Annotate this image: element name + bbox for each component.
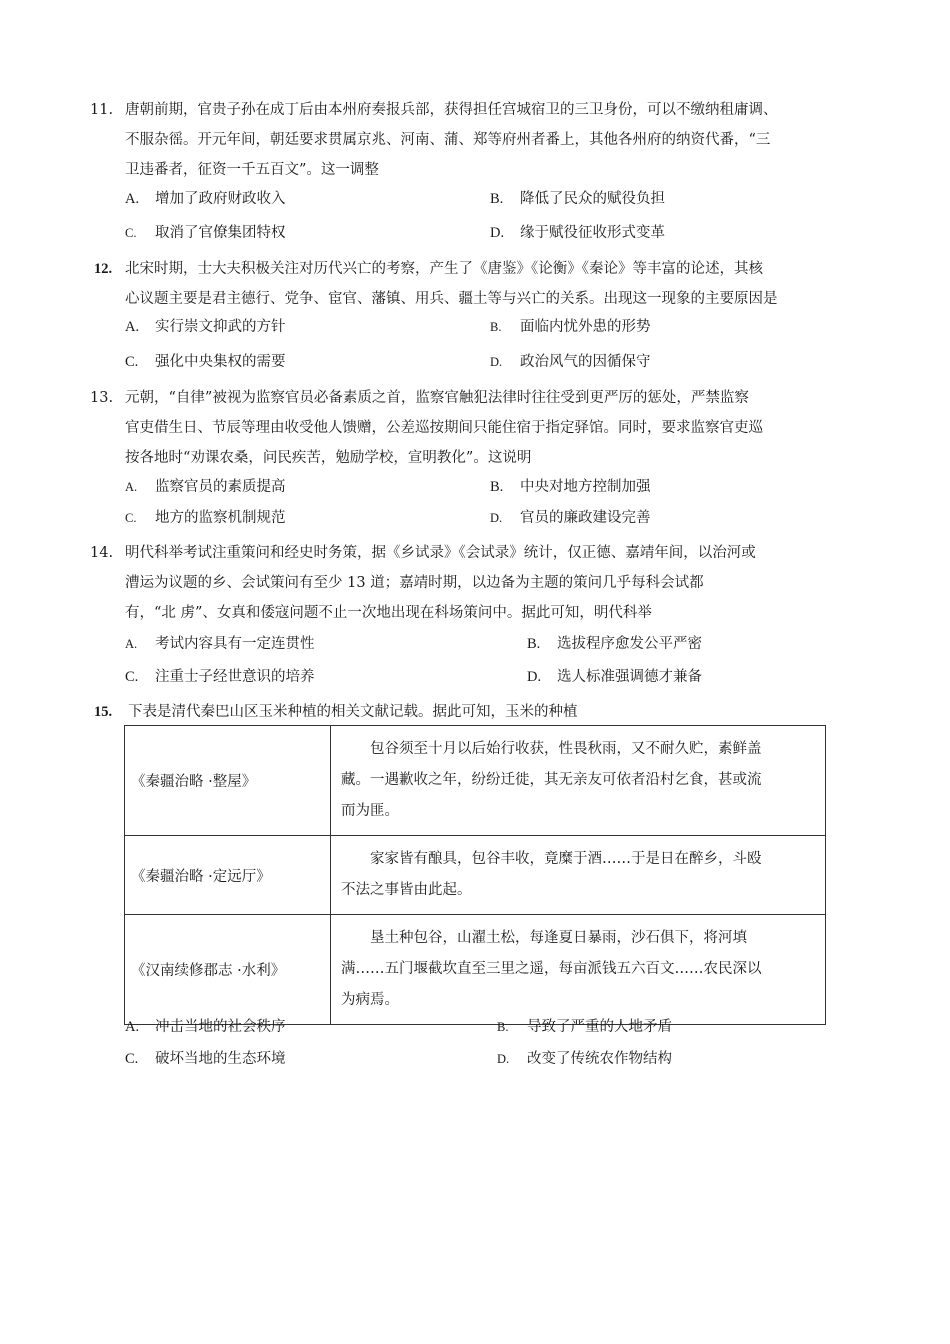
option-b[interactable]: B. 中央对地方控制加强 [490,479,651,495]
question-text-line: 唐朝前期，官贵子孙在成丁后由本州府奏报兵部，获得担任宫城宿卫的三卫身份，可以不缴纳租庸调、 [125,102,778,118]
question-number: 14. [90,545,114,561]
option-c[interactable]: C. 取消了官僚集团特权 [125,225,286,241]
option-d[interactable]: D. 选人标准强调德才兼备 [527,669,702,685]
option-a[interactable]: A. 增加了政府财政收入 [125,191,286,207]
option-c[interactable]: C. 地方的监察机制规范 [125,510,286,526]
option-a[interactable]: A. 考试内容具有一定连贯性 [125,636,315,652]
question-text-line: 下表是清代秦巴山区玉米种植的相关文献记载。据此可知，玉米的种植 [128,704,578,720]
option-d[interactable]: D. 缘于赋役征收形式变革 [490,225,665,241]
question-number: 12. [94,261,113,277]
source-title: 《秦疆治略 ·整屋》 [125,726,331,836]
source-table [124,725,826,1025]
question-text-line: 不服杂徭。开元年间，朝廷要求贯属京兆、河南、蒲、郑等府州者番上，其他各州府的纳资代番，“三 [125,132,771,148]
question-number: 15. [94,704,113,720]
source-title: 《秦疆治略 ·定远厅》 [125,836,331,915]
option-a[interactable]: A. 监察官员的素质提高 [125,479,286,495]
option-a[interactable]: A. 冲击当地的社会秩序 [125,1019,286,1035]
option-d[interactable]: D. 改变了传统农作物结构 [497,1051,672,1067]
option-c[interactable]: C. 破坏当地的生态环境 [125,1051,286,1067]
question-text-line: 心议题主要是君主德行、党争、宦官、藩镇、用兵、疆土等与兴亡的关系。出现这一现象的主要原因是 [125,291,778,307]
option-d[interactable]: D. 政治风气的因循保守 [490,354,651,370]
option-b[interactable]: B. 选拔程序愈发公平严密 [527,636,702,652]
question-text-line: 有，“北 虏”、女真和倭寇问题不止一次地出现在科场策问中。据此可知，明代科举 [125,605,652,621]
table-row [125,836,826,915]
option-b[interactable]: B. 导致了严重的人地矛盾 [497,1019,672,1035]
question-text-line: 北宋时期，士大夫积极关注对历代兴亡的考察，产生了《唐鉴》《论衡》《秦论》等丰富的论述，其核 [125,261,763,277]
option-c[interactable]: C. 注重士子经世意识的培养 [125,669,315,685]
option-a[interactable]: A. 实行崇文抑武的方针 [125,319,286,335]
question-text-line: 官吏借生日、节辰等理由收受他人馈赠，公差巡按期间只能住宿于指定驿馆。同时，要求监察官吏巡 [125,420,763,436]
source-content: 包谷须至十月以后始行收获，性畏秋雨，又不耐久贮，素鲜盖 藏。一遇歉收之年，纷纷迁徙，其无亲友可依者沿村乞食，甚或流 而为匪。 [331,726,826,836]
source-content: 垦土种包谷，山濯土松，每逢夏日暴雨，沙石俱下，将河填 满……五门堰截坎直至三里之遥，每亩派钱五六百文……农民深以 为病焉。 [331,915,826,1025]
question-number: 13. [90,390,114,406]
question-text-line: 元朝，“自律”被视为监察官员必备素质之首，监察官触犯法律时往往受到更严厉的惩处，严禁监察 [125,390,749,406]
source-title: 《汉南续修郡志 ·水利》 [125,915,331,1025]
table-row [125,726,826,836]
question-number: 11. [90,102,114,118]
option-b[interactable]: B. 降低了民众的赋役负担 [490,191,665,207]
source-content: 家家皆有酿具，包谷丰收，竟糜于酒……于是日在醉乡，斗殴 不法之事皆由此起。 [331,836,826,915]
question-text-line: 明代科举考试注重策问和经史时务策，据《乡试录》《会试录》统计，仅正德、嘉靖年间，以治河或 [125,545,756,561]
question-text-line: 按各地时“劝课农桑，问民疾苦，勉励学校，宣明教化”。这说明 [125,450,532,466]
table-row [125,915,826,1025]
option-b[interactable]: B. 面临内忧外患的形势 [490,319,651,335]
option-c[interactable]: C. 强化中央集权的需要 [125,354,286,370]
question-text-line: 漕运为议题的乡、会试策问有至少 13 道；嘉靖时期，以边备为主题的策问几乎每科会试都 [125,575,704,591]
option-d[interactable]: D. 官员的廉政建设完善 [490,510,651,526]
question-text-line: 卫违番者，征资一千五百文”。这一调整 [125,162,379,178]
